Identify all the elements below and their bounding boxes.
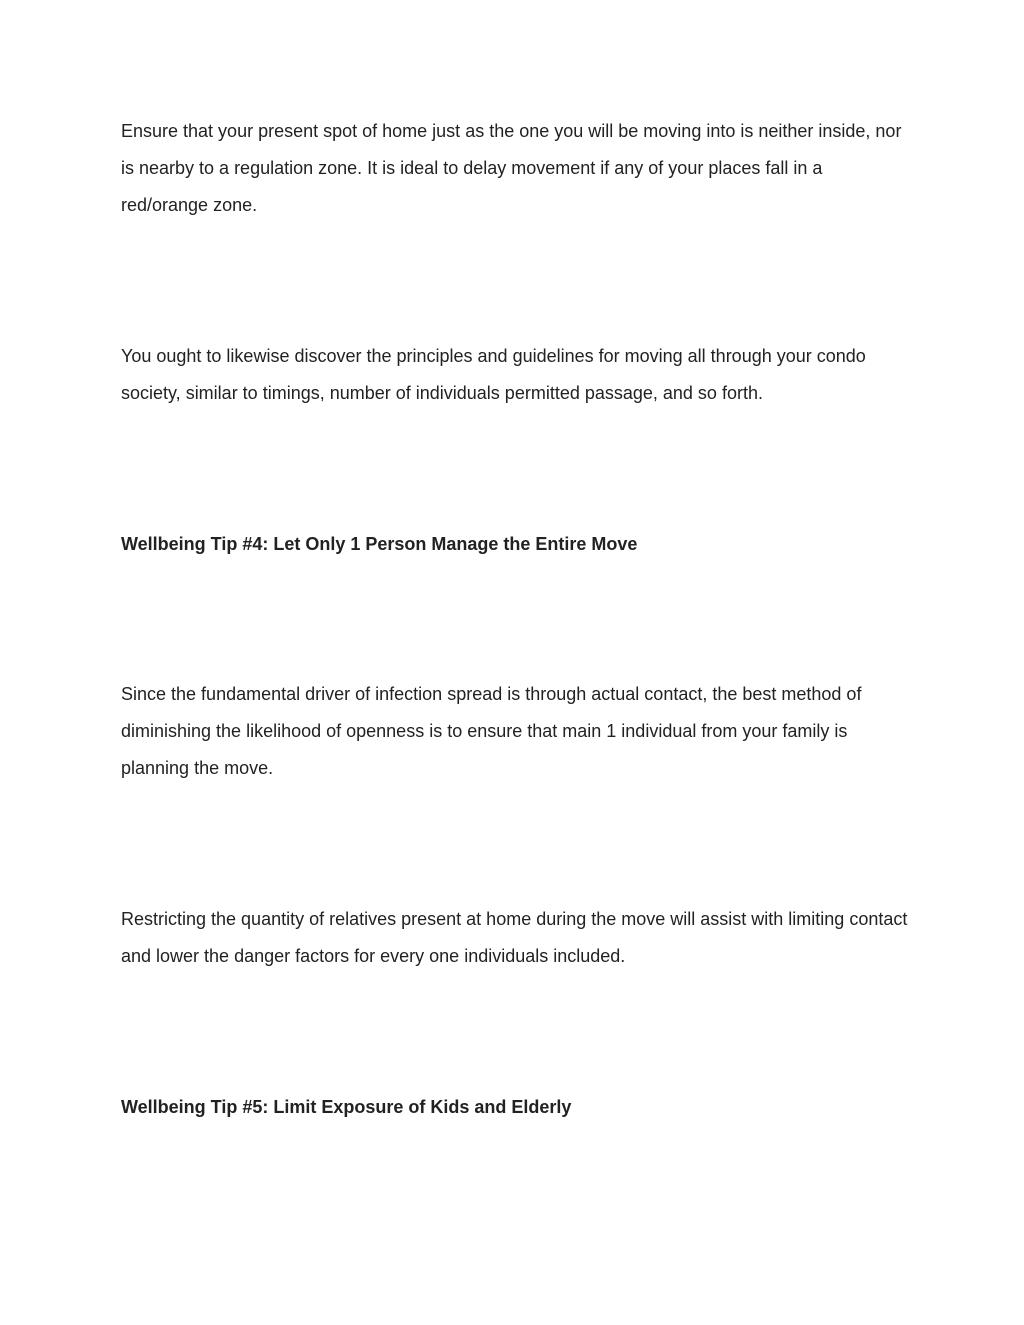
paragraph-zone-check: Ensure that your present spot of home just as the one you will be moving into is neither inside, nor is nearby to a regulation zone. It is ideal to delay movement if any of your places fall in a red/orange zone. [121,121,902,215]
heading-tip-4: Wellbeing Tip #4: Let Only 1 Person Manage the Entire Move [121,534,638,554]
paragraph-society-rules: You ought to likewise discover the principles and guidelines for moving all through your condo society, similar to timings, number of individuals permitted passage, and so forth. [121,346,866,403]
heading-tip-5: Wellbeing Tip #5: Limit Exposure of Kids and Elderly [121,1097,572,1117]
paragraph-limit-relatives: Restricting the quantity of relatives present at home during the move will assist with limiting contact and lower the danger factors for every one individuals included. [121,909,908,966]
paragraph-single-person: Since the fundamental driver of infection spread is through actual contact, the best method of diminishing the likelihood of openness is to ensure that main 1 individual from your family is planning the move. [121,684,862,778]
